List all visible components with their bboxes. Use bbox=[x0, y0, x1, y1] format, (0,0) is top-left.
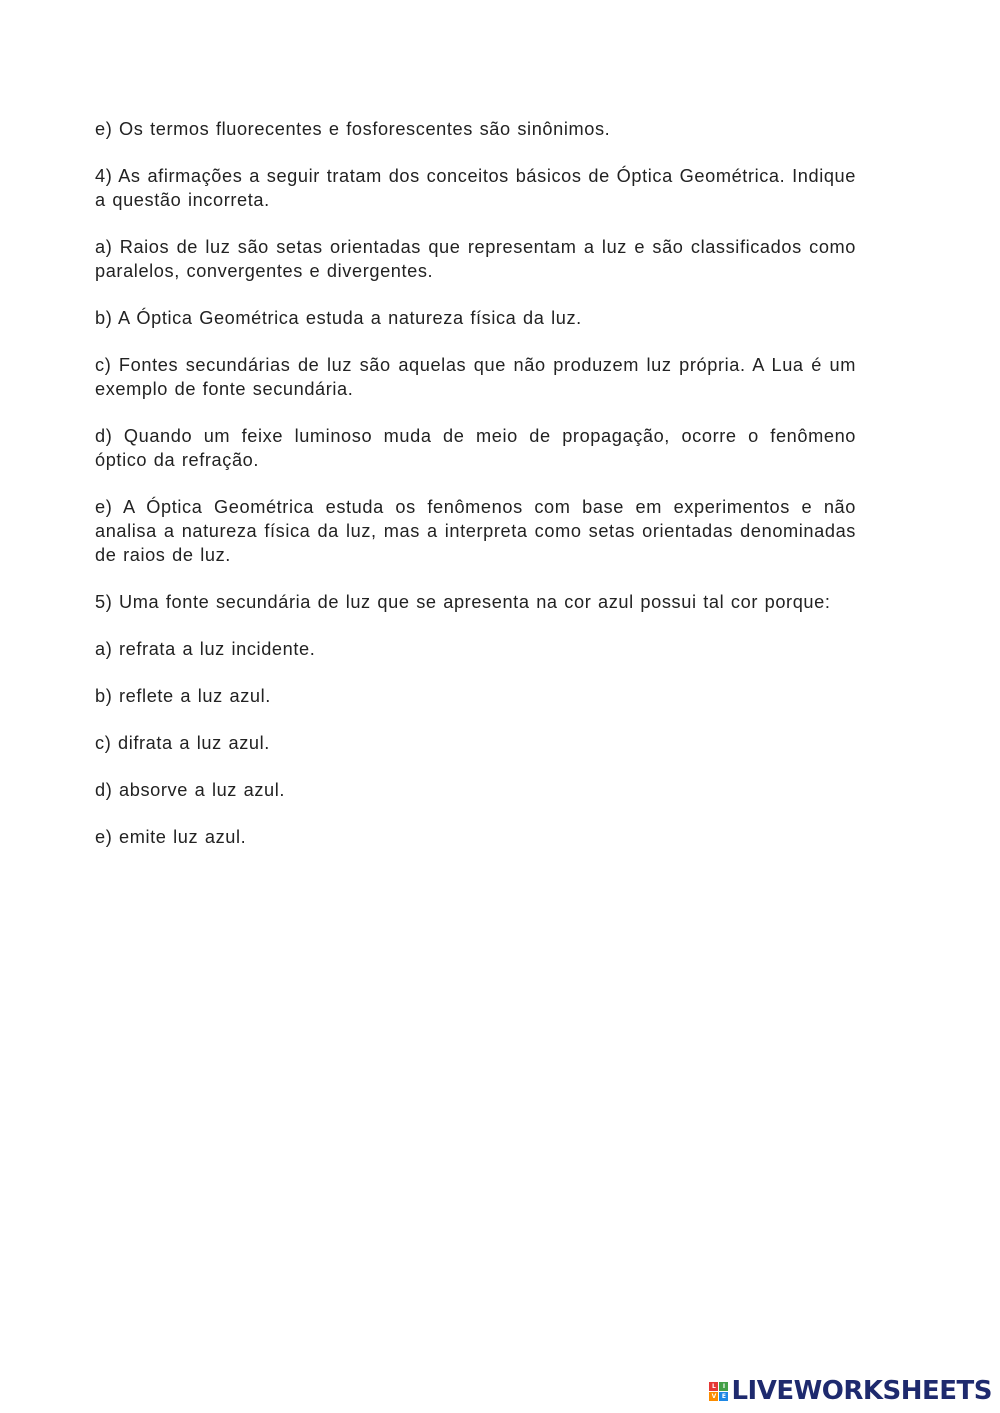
answer-option-5e: e) emite luz azul. bbox=[95, 827, 247, 847]
question-4: 4) As afirmações a seguir tratam dos conceitos básicos de Óptica Geométrica. Indique a questão incorreta. bbox=[95, 166, 856, 210]
answer-option-5b: b) reflete a luz azul. bbox=[95, 686, 271, 706]
answer-option-5a: a) refrata a luz incidente. bbox=[95, 639, 316, 659]
logo-badge-letter: L bbox=[709, 1382, 718, 1391]
answer-option-3e: e) Os termos fluorecentes e fosforescentes são sinônimos. bbox=[95, 119, 611, 139]
answer-option-4d: d) Quando um feixe luminoso muda de meio de propagação, ocorre o fenômeno óptico da refração. bbox=[95, 426, 856, 470]
answer-option-4a: a) Raios de luz são setas orientadas que representam a luz e são classificados como paralelos, convergentes e divergentes. bbox=[95, 237, 856, 281]
answer-option-4e: e) A Óptica Geométrica estuda os fenômenos com base em experimentos e não analisa a natureza física da luz, mas a interpreta como setas orientadas denominadas de raios de luz. bbox=[95, 497, 856, 565]
answer-option-5c: c) difrata a luz azul. bbox=[95, 733, 270, 753]
logo-text: LIVEWORKSHEETS bbox=[731, 1376, 992, 1406]
logo-badge-letter: I bbox=[719, 1382, 728, 1391]
liveworksheets-logo bbox=[709, 1377, 992, 1405]
question-5: 5) Uma fonte secundária de luz que se apresenta na cor azul possui tal cor porque: bbox=[95, 592, 831, 612]
answer-option-5d: d) absorve a luz azul. bbox=[95, 780, 286, 800]
worksheet-page bbox=[95, 117, 856, 872]
logo-badge-letter: E bbox=[719, 1392, 728, 1401]
logo-badge-icon bbox=[709, 1382, 728, 1401]
answer-option-4b: b) A Óptica Geométrica estuda a natureza física da luz. bbox=[95, 308, 582, 328]
logo-badge-letter: V bbox=[709, 1392, 718, 1401]
answer-option-4c: c) Fontes secundárias de luz são aquelas que não produzem luz própria. A Lua é um exemplo de fonte secundária. bbox=[95, 355, 856, 399]
